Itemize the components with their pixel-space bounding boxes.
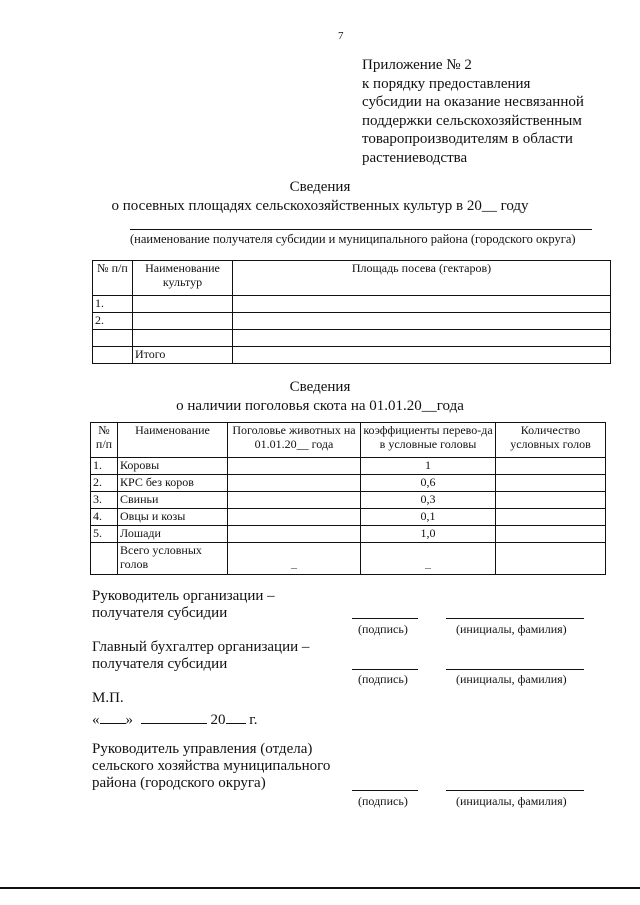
date-line bbox=[92, 709, 257, 729]
row-total-coefficient: – bbox=[361, 543, 496, 575]
recipient-caption: (наименование получателя субсидии и муниципального района (городского округа) bbox=[130, 232, 576, 246]
stamp-placeholder: М.П. bbox=[92, 690, 124, 706]
row-coefficient: 0,6 bbox=[361, 475, 496, 492]
section2-subtitle: о наличии поголовья скота на 01.01.20__года bbox=[176, 397, 464, 414]
signature-role-line: сельского хозяйства муниципального bbox=[92, 758, 331, 774]
signature-role-line: Руководитель организации – bbox=[92, 588, 275, 604]
row-qty bbox=[496, 475, 606, 492]
row-coefficient: 1,0 bbox=[361, 526, 496, 543]
row-num: 1. bbox=[93, 296, 133, 313]
name-caption: (инициалы, фамилия) bbox=[456, 622, 567, 636]
header-conditional-heads: Количество условных голов bbox=[496, 423, 606, 458]
row-qty bbox=[496, 526, 606, 543]
table-row bbox=[91, 509, 606, 526]
row-num: 1. bbox=[91, 458, 118, 475]
row-animal: КРС без коров bbox=[118, 475, 228, 492]
row-num: 2. bbox=[93, 313, 133, 330]
appendix-line: поддержки сельскохозяйственным bbox=[362, 112, 582, 129]
row-num: 3. bbox=[91, 492, 118, 509]
signature-caption: (подпись) bbox=[358, 794, 408, 808]
row-count bbox=[228, 509, 361, 526]
name-caption: (инициалы, фамилия) bbox=[456, 672, 567, 686]
row-qty bbox=[496, 458, 606, 475]
row-area bbox=[233, 347, 611, 364]
row-coefficient: 1 bbox=[361, 458, 496, 475]
row-animal: Лошади bbox=[118, 526, 228, 543]
row-total-count: – bbox=[228, 543, 361, 575]
row-qty bbox=[496, 509, 606, 526]
table-row bbox=[91, 475, 606, 492]
row-total-label: Всего условных голов bbox=[118, 543, 228, 575]
signature-block-head bbox=[92, 588, 275, 622]
section1-subtitle: о посевных площадях сельскохозяйственных культур в 20__ году bbox=[111, 197, 529, 214]
signature-block-dept-head bbox=[92, 741, 330, 792]
row-crop bbox=[133, 330, 233, 347]
row-crop: Итого bbox=[133, 347, 233, 364]
table-row-total bbox=[91, 543, 606, 575]
signature-role-line: получателя субсидии bbox=[92, 656, 228, 672]
appendix-line: к порядку предоставления bbox=[362, 75, 531, 92]
row-count bbox=[228, 475, 361, 492]
table-header-row bbox=[91, 423, 606, 458]
date-open-quote: « bbox=[92, 712, 100, 728]
appendix-line: субсидии на оказание несвязанной bbox=[362, 94, 584, 110]
row-count bbox=[228, 458, 361, 475]
row-crop bbox=[133, 296, 233, 313]
row-area bbox=[233, 313, 611, 330]
signature-line[interactable] bbox=[352, 618, 418, 619]
table-row bbox=[91, 492, 606, 509]
row-coefficient: 0,1 bbox=[361, 509, 496, 526]
signature-caption: (подпись) bbox=[358, 622, 408, 636]
row-count bbox=[228, 526, 361, 543]
date-close-quote: » bbox=[125, 712, 133, 728]
crop-area-table bbox=[92, 260, 611, 364]
name-line[interactable] bbox=[446, 790, 584, 791]
date-year-prefix: 20 bbox=[210, 712, 226, 728]
row-num: 4. bbox=[91, 509, 118, 526]
header-num: № п/п bbox=[91, 423, 118, 458]
table-row bbox=[91, 526, 606, 543]
header-num: № п/п bbox=[93, 261, 133, 296]
signature-role-line: Главный бухгалтер организации – bbox=[92, 639, 310, 655]
row-num bbox=[93, 330, 133, 347]
date-month-blank[interactable] bbox=[141, 709, 207, 724]
name-line[interactable] bbox=[446, 669, 584, 670]
recipient-name-line bbox=[130, 229, 592, 230]
signature-line[interactable] bbox=[352, 669, 418, 670]
section2-heading bbox=[0, 378, 640, 415]
signature-line[interactable] bbox=[352, 790, 418, 791]
date-day-blank[interactable] bbox=[100, 709, 126, 724]
row-animal: Коровы bbox=[118, 458, 228, 475]
appendix-line: товаропроизводителям в области bbox=[362, 131, 573, 147]
signature-role-line: Руководитель управления (отдела) bbox=[92, 741, 313, 757]
row-num: 2. bbox=[91, 475, 118, 492]
row-animal: Овцы и козы bbox=[118, 509, 228, 526]
appendix-header bbox=[362, 56, 584, 167]
row-animal: Свиньи bbox=[118, 492, 228, 509]
livestock-table bbox=[90, 422, 606, 575]
row-count bbox=[228, 492, 361, 509]
page-number: 7 bbox=[338, 30, 344, 42]
row-area bbox=[233, 330, 611, 347]
row-coefficient: 0,3 bbox=[361, 492, 496, 509]
row-num bbox=[91, 543, 118, 575]
signature-block-accountant bbox=[92, 639, 309, 673]
section1-title: Сведения bbox=[289, 179, 351, 195]
name-caption: (инициалы, фамилия) bbox=[456, 794, 567, 808]
table-row bbox=[93, 313, 611, 330]
section1-heading bbox=[0, 178, 640, 215]
row-crop bbox=[133, 313, 233, 330]
row-qty bbox=[496, 492, 606, 509]
section2-title: Сведения bbox=[289, 379, 351, 395]
row-area bbox=[233, 296, 611, 313]
table-row bbox=[93, 330, 611, 347]
name-line[interactable] bbox=[446, 618, 584, 619]
signature-caption: (подпись) bbox=[358, 672, 408, 686]
table-header-row bbox=[93, 261, 611, 296]
table-row bbox=[93, 296, 611, 313]
table-row-total bbox=[93, 347, 611, 364]
appendix-line: Приложение № 2 bbox=[362, 57, 472, 73]
header-coefficient: коэффициенты перево-да в условные головы bbox=[361, 423, 496, 458]
header-livestock-count: Поголовье животных на 01.01.20__ года bbox=[228, 423, 361, 458]
date-year-suffix: г. bbox=[249, 712, 258, 728]
header-name: Наименование bbox=[118, 423, 228, 458]
signature-role-line: района (городского округа) bbox=[92, 775, 266, 791]
header-area: Площадь посева (гектаров) bbox=[233, 261, 611, 296]
page-bottom-edge bbox=[0, 887, 640, 889]
header-crop-name: Наименование культур bbox=[133, 261, 233, 296]
appendix-line: растениеводства bbox=[362, 149, 468, 166]
row-total-qty bbox=[496, 543, 606, 575]
signature-role-line: получателя субсидии bbox=[92, 605, 228, 621]
table-row bbox=[91, 458, 606, 475]
row-num bbox=[93, 347, 133, 364]
date-year-blank[interactable] bbox=[226, 709, 246, 724]
row-num: 5. bbox=[91, 526, 118, 543]
